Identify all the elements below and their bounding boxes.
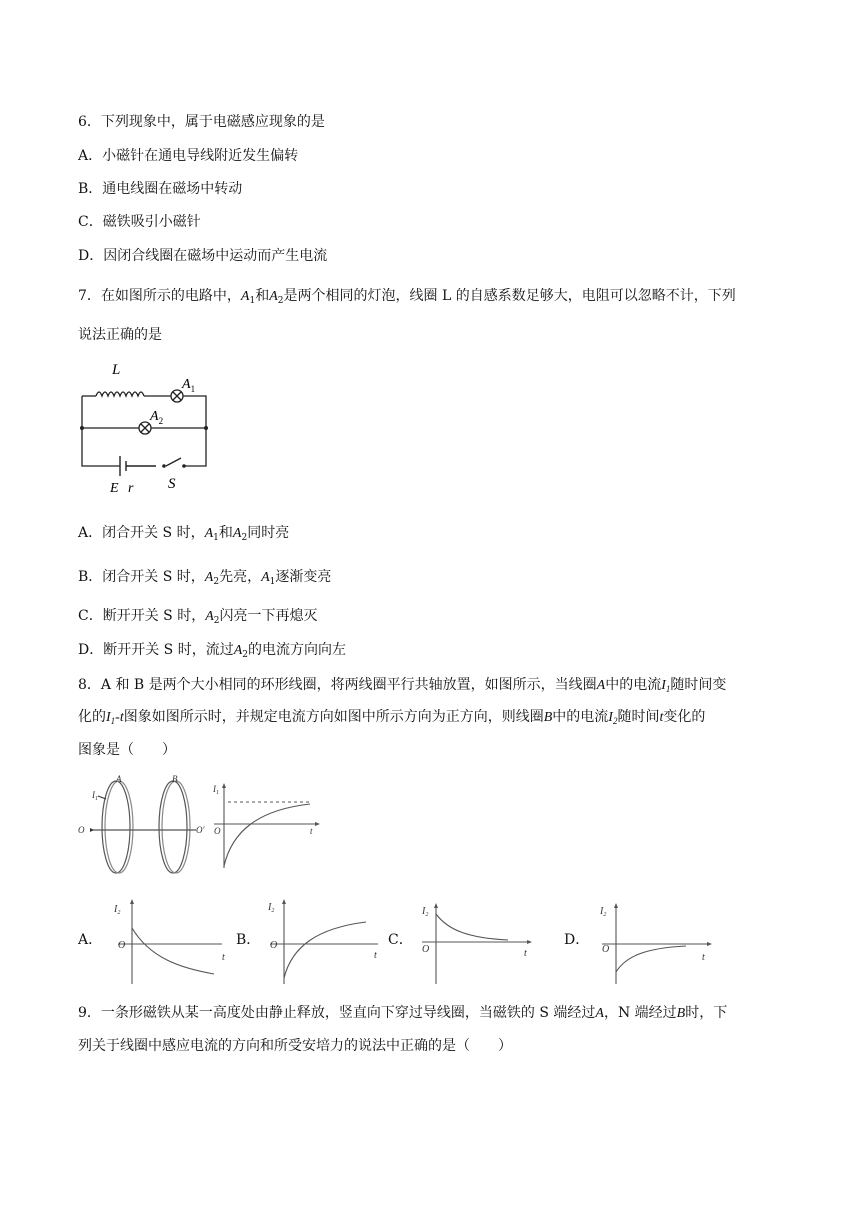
q8-choice-d-graph <box>596 900 716 986</box>
q6-option-b: B．通电线圈在磁场中转动 <box>78 181 243 197</box>
q7-option-a: A．闭合开关 S 时，$A_1$和$A_2$同时亮 <box>78 525 290 543</box>
switch-icon <box>166 458 181 466</box>
choice-a-xlabel: t <box>222 952 225 963</box>
q8-stem-line2: 化的$I_1-t$图象如图所示时，并规定电流方向如图中所示方向为正方向，则线圈B中的电流$I_2$随时间t变化的 <box>78 709 706 726</box>
q9-stem-line2: 列关于线圈中感应电流的方向和所受安培力的说法中正确的是（ ） <box>78 1038 512 1054</box>
q7-option-d: D．断开开关 S 时，流过$A_2$的电流方向向左 <box>78 642 347 660</box>
lamp1-label: $A_1$ <box>182 377 196 394</box>
q6-option-d: D．因闭合线圈在磁场中运动而产生电流 <box>78 248 328 264</box>
q8-choice-a-graph <box>110 896 226 986</box>
q8-choice-c-graph <box>418 900 534 986</box>
choice-b-xlabel: t <box>374 950 377 961</box>
q7-stem: 7．在如图所示的电路中，$A_1$和$A_2$是两个相同的灯泡，线圈 L 的自感系数足够大，电阻可以忽略不计，下列 <box>78 288 736 306</box>
q6-option-a: A．小磁针在通电导线附近发生偏转 <box>78 148 299 164</box>
q8-choice-b-graph <box>266 896 384 986</box>
resistance-label: r <box>128 481 134 496</box>
coil-label: L <box>112 362 121 378</box>
q6-stem: 6．下列现象中，属于电磁感应现象的是 <box>78 114 325 130</box>
choice-b-ylabel: $I_2$ <box>268 902 275 914</box>
q8-stem-line1: 8．A 和 B 是两个大小相同的环形线圈，将两线圈平行共轴放置，如图所示，当线圈A中的电流$I_1$随时间变 <box>78 677 727 694</box>
q8-choice-c-label: C． <box>388 932 413 948</box>
choice-d-ylabel: $I_2$ <box>600 906 607 918</box>
q6-option-c: C．磁铁吸引小磁针 <box>78 214 201 230</box>
choice-a-ylabel: $I_2$ <box>114 904 121 916</box>
choice-c-origin: O <box>422 944 430 955</box>
q8-stem-line3: 图象是（ ） <box>78 742 176 758</box>
choice-d-origin: O <box>602 944 610 955</box>
choice-d-xlabel: t <box>702 952 705 963</box>
coil-a-label: A <box>116 774 122 784</box>
coil-b-label: B <box>172 774 178 784</box>
i1-graph-origin: O <box>214 826 221 836</box>
axis-o-prime-label: O' <box>196 825 205 835</box>
inductor-coil-icon <box>96 392 144 396</box>
choice-a-origin: O <box>118 940 126 951</box>
battery-icon <box>120 456 156 476</box>
q8-choice-a-label: A． <box>78 932 103 948</box>
q8-i1-graph <box>212 780 324 872</box>
q7-circuit-diagram <box>76 358 216 494</box>
i1-graph-xlabel: t <box>310 826 313 836</box>
q7-option-c: C．断开开关 S 时，$A_2$闪亮一下再熄灭 <box>78 608 318 626</box>
q8-choice-b-label: B． <box>236 932 261 948</box>
q8-choice-d-label: D． <box>564 932 590 948</box>
lamp2-label: $A_2$ <box>150 409 164 426</box>
choice-c-xlabel: t <box>524 948 527 959</box>
q9-stem-line1: 9．一条形磁铁从某一高度处由静止释放，竖直向下穿过导线圈，当磁铁的 S 端经过A，N 端经过B时，下 <box>78 1005 728 1021</box>
q8-coils-diagram <box>78 772 214 878</box>
emf-label: E <box>110 481 119 496</box>
switch-label: S <box>168 476 176 492</box>
choice-c-ylabel: $I_2$ <box>422 906 429 918</box>
axis-o-label: O <box>78 825 85 835</box>
q7-option-b: B．闭合开关 S 时，$A_2$先亮，$A_1$逐渐变亮 <box>78 569 332 587</box>
choice-b-origin: O <box>270 940 278 951</box>
coil-current-label: $I_1$ <box>92 790 98 802</box>
i1-graph-ylabel: $I_1$ <box>213 784 219 796</box>
q7-stem-line2: 说法正确的是 <box>78 327 162 343</box>
